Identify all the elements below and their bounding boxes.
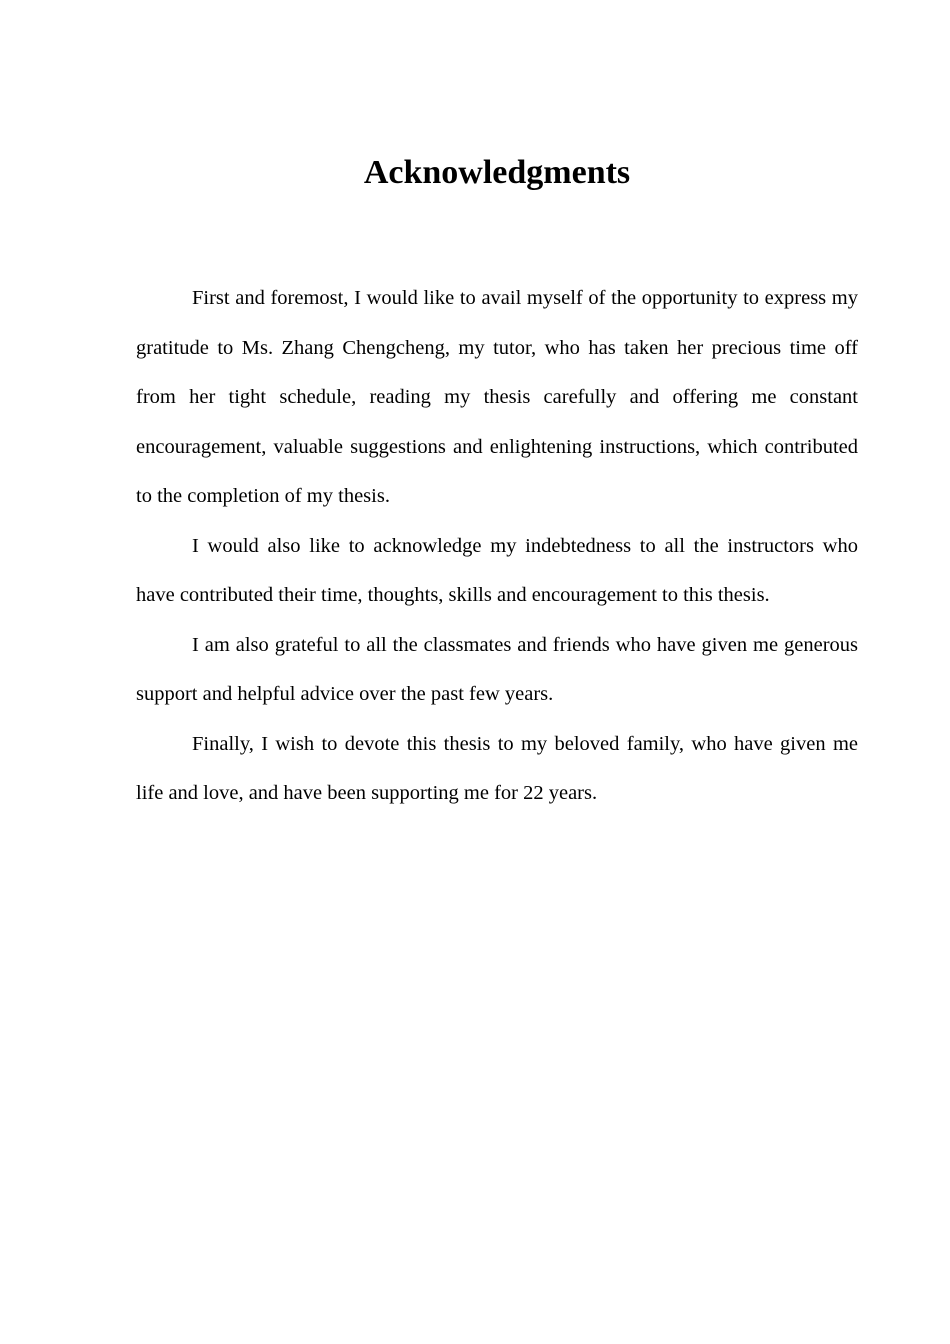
page-title: Acknowledgments xyxy=(363,154,631,191)
paragraph: I would also like to acknowledge my indebtedness to all the instructors who have contributed their time, thoughts, skills and encouragement to this thesis. xyxy=(136,534,858,606)
paragraph: I am also grateful to all the classmates and friends who have given me generous support and helpful advice over the past few years. xyxy=(136,633,858,705)
acknowledgments-body xyxy=(136,274,858,819)
paragraph: First and foremost, I would like to avail myself of the opportunity to express my gratitude to Ms. Zhang Chengcheng, my tutor, who has taken her precious time off from her tight schedule, reading my thesis carefully and offering me constant encouragement, valuable suggestions and enlightening instructions, which contributed to the completion of my thesis. xyxy=(136,287,858,507)
paragraph: Finally, I wish to devote this thesis to my beloved family, who have given me life and love, and have been supporting me for 22 years. xyxy=(136,732,858,804)
